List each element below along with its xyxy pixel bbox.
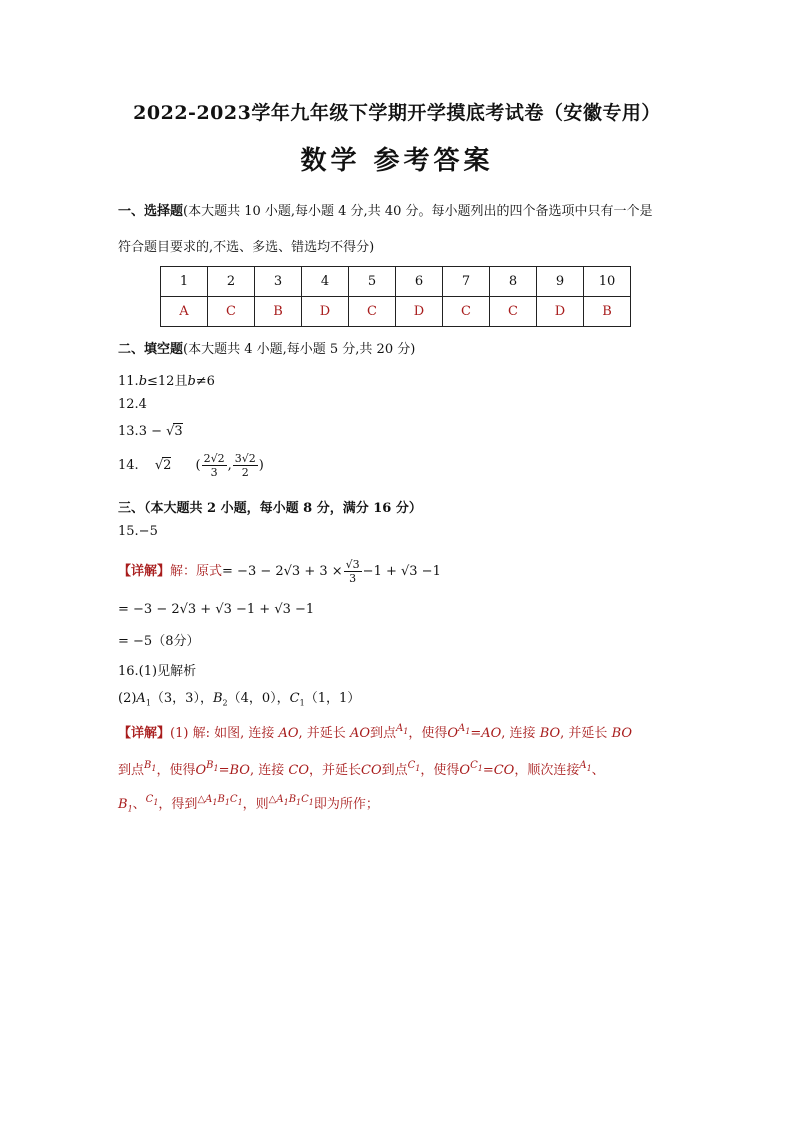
table-cell: 8 <box>490 267 537 297</box>
table-cell: 7 <box>443 267 490 297</box>
detail-text: , 并延长 <box>560 726 608 741</box>
eq1-text: = −3 − 2√3 + 3 × <box>222 564 343 579</box>
detail-text: =BO <box>218 763 250 778</box>
section1-heading: 一、选择题 <box>118 204 184 219</box>
segment: AO <box>278 726 299 741</box>
point-label <box>396 723 408 734</box>
q13-label: 13. <box>118 424 139 439</box>
point-letter: O <box>459 763 471 778</box>
detail-text: ，使得 <box>156 763 196 778</box>
q11-text: ≠6 <box>195 374 215 389</box>
point-sub: 1 <box>415 764 421 773</box>
point-letter: C <box>145 794 154 805</box>
q11-var: b <box>187 374 196 389</box>
point-label <box>206 760 218 771</box>
point-letter: O <box>447 726 459 741</box>
point-label <box>579 760 591 771</box>
detail-tag: 【详解】 <box>118 564 171 579</box>
point-label: B <box>212 691 223 706</box>
point-label: A <box>136 691 146 706</box>
point-sub: 1 <box>299 698 305 708</box>
detail-text: =AO <box>470 726 502 741</box>
point-sub: 2 <box>222 698 228 708</box>
point-sub: 1 <box>145 698 151 708</box>
q14-fraction-2 <box>233 452 258 479</box>
point-letter: C <box>470 760 478 771</box>
detail-text: 到点 <box>369 726 396 741</box>
point-label <box>144 760 156 771</box>
detail-text: 、 <box>591 763 605 778</box>
detail-text: ，使得 <box>408 726 448 741</box>
point-sub: 1 <box>213 764 219 773</box>
detail-text: , 连接 <box>249 763 285 778</box>
detail-text: ，则 <box>242 797 269 812</box>
point-sub: 1 <box>127 804 133 814</box>
triangle-text: △A <box>268 794 284 805</box>
section2-desc: (本大题共 4 小题,每小题 5 分,共 20 分) <box>183 342 416 357</box>
table-cell: D <box>302 297 349 327</box>
section3-heading: 三、（本大题共 2 小题，每小题 8 分，满分 16 分） <box>118 501 422 516</box>
point-label: C <box>289 691 300 706</box>
table-cell: 2 <box>208 267 255 297</box>
triangle-label <box>197 794 242 805</box>
section1-line1 <box>118 200 653 219</box>
point-sub: 1 <box>151 764 157 773</box>
segment: CO <box>361 763 382 778</box>
table-cell: D <box>537 297 584 327</box>
point-sub: 1 <box>403 727 409 736</box>
page-subtitle: 数学 参考答案 <box>300 146 494 176</box>
point-label <box>146 794 159 805</box>
section1-desc-1: (本大题共 10 小题,每小题 4 分,共 40 分。每小题列出的四个备选项中只有一个是 <box>183 204 653 219</box>
q13-radicand: 3 <box>174 424 183 439</box>
table-cell: 1 <box>161 267 208 297</box>
answer-13 <box>118 424 183 439</box>
answer-12: 12.4 <box>118 397 147 412</box>
q11-text: ≤12且 <box>147 374 188 389</box>
point-sub: 1 <box>153 798 159 807</box>
point-letter: C <box>407 760 416 771</box>
eq1-num: √3 <box>345 558 360 571</box>
triangle-text: △A <box>197 794 213 805</box>
table-cell: 4 <box>302 267 349 297</box>
point-coords: （1，1） <box>304 691 361 706</box>
q11-var: b <box>138 374 148 389</box>
point-sub: 1 <box>237 798 243 807</box>
table-cell: 9 <box>537 267 584 297</box>
q14-fraction-1 <box>202 452 227 479</box>
point-label <box>118 797 133 812</box>
table-cell: C <box>208 297 255 327</box>
point-letter: A <box>458 723 466 734</box>
detail-text: 到点 <box>381 763 408 778</box>
point-sub: 1 <box>212 798 218 807</box>
point-letter: O <box>195 763 207 778</box>
section2-heading: 二、填空题 <box>118 342 184 357</box>
segment: AO <box>349 726 370 741</box>
answer-table <box>160 266 631 327</box>
q14-root: √ <box>154 458 164 473</box>
q14-radicand: 2 <box>163 458 172 473</box>
table-cell: A <box>161 297 208 327</box>
point-sub: 1 <box>308 798 314 807</box>
detail-text: ，得到 <box>158 797 198 812</box>
page-title: 2022-2023学年九年级下学期开学摸底考试卷（安徽专用） <box>133 102 661 124</box>
q16-label: (2) <box>118 691 137 706</box>
point-letter: A <box>396 723 404 734</box>
segment: BO <box>539 726 561 741</box>
eq1-den: 3 <box>349 572 357 585</box>
point-letter: B <box>118 797 128 812</box>
answer-table-answers <box>161 297 631 327</box>
detail-text: , 并延长 <box>298 726 346 741</box>
detail-text: ，顺次连接 <box>514 763 580 778</box>
detail-15-line1 <box>118 558 441 585</box>
eq1-text: −1 + √3 −1 <box>362 564 441 579</box>
q13-text: 3 − √ <box>138 424 175 439</box>
detail-text: , 连接 <box>501 726 536 741</box>
table-cell: B <box>255 297 302 327</box>
detail-text: =CO <box>482 763 515 778</box>
detail-16-line2 <box>118 759 605 779</box>
point-letter: C <box>301 794 309 805</box>
q14-comma: , <box>227 458 232 473</box>
detail-16-line1 <box>118 722 632 742</box>
point-letter: C <box>229 794 238 805</box>
q14-label: 14. <box>118 458 139 473</box>
detail-text: ，并延长 <box>308 763 361 778</box>
detail-text: ，使得 <box>420 763 460 778</box>
point-sub: 1 <box>224 798 230 807</box>
q14-den1: 3 <box>210 466 218 479</box>
segment: BO <box>611 726 633 741</box>
detail-text: 即为所作； <box>313 797 379 812</box>
detail-text: 解：原式 <box>170 564 223 579</box>
detail-text: (1) 解: 如图, 连接 <box>170 726 275 741</box>
answer-table-numbers <box>161 267 631 297</box>
point-sub: 1 <box>296 798 302 807</box>
point-letter: A <box>579 760 587 771</box>
table-cell: 10 <box>584 267 631 297</box>
point-label <box>458 723 470 734</box>
q14-num1: 2√2 <box>203 452 225 465</box>
q14-den2: 2 <box>241 466 249 479</box>
answer-16-2 <box>118 687 360 708</box>
q14-paren: ( <box>195 458 201 473</box>
detail-text: 、 <box>132 797 146 812</box>
point-letter: B <box>288 794 297 805</box>
point-letter: B <box>206 760 214 771</box>
table-cell: 3 <box>255 267 302 297</box>
point-coords: （3，3）， <box>150 691 213 706</box>
point-sub: 1 <box>465 727 471 736</box>
q14-num2: 3√2 <box>234 452 256 465</box>
detail-text: 到点 <box>118 763 145 778</box>
table-cell: D <box>396 297 443 327</box>
point-letter: B <box>217 794 225 805</box>
q14-paren: ) <box>258 458 264 473</box>
table-cell: 6 <box>396 267 443 297</box>
point-sub: 1 <box>477 764 483 773</box>
table-cell: 5 <box>349 267 396 297</box>
detail-16-line3 <box>118 793 379 814</box>
point-label <box>470 760 483 771</box>
section1-desc-2: 符合题目要求的,不选、多选、错选均不得分) <box>118 240 375 255</box>
detail-15-line3: = −5（8分） <box>118 634 200 649</box>
table-cell: B <box>584 297 631 327</box>
point-sub: 1 <box>283 798 289 807</box>
eq1-fraction <box>344 558 362 585</box>
point-coords: （4，0）， <box>227 691 290 706</box>
detail-15-line2: = −3 − 2√3 + √3 −1 + √3 −1 <box>118 602 315 617</box>
point-sub: 1 <box>586 764 592 773</box>
table-cell: C <box>443 297 490 327</box>
segment: CO <box>288 763 309 778</box>
answer-15: 15.−5 <box>118 524 158 539</box>
q11-label: 11. <box>118 374 139 389</box>
point-letter: B <box>144 760 152 771</box>
triangle-label <box>269 794 314 805</box>
section2-line <box>118 338 415 357</box>
point-label <box>408 760 421 771</box>
detail-tag: 【详解】 <box>118 726 171 741</box>
answer-14 <box>118 452 264 479</box>
table-cell: C <box>349 297 396 327</box>
answer-16-1: 16.(1)见解析 <box>118 664 197 679</box>
table-cell: C <box>490 297 537 327</box>
answer-11 <box>118 370 215 389</box>
